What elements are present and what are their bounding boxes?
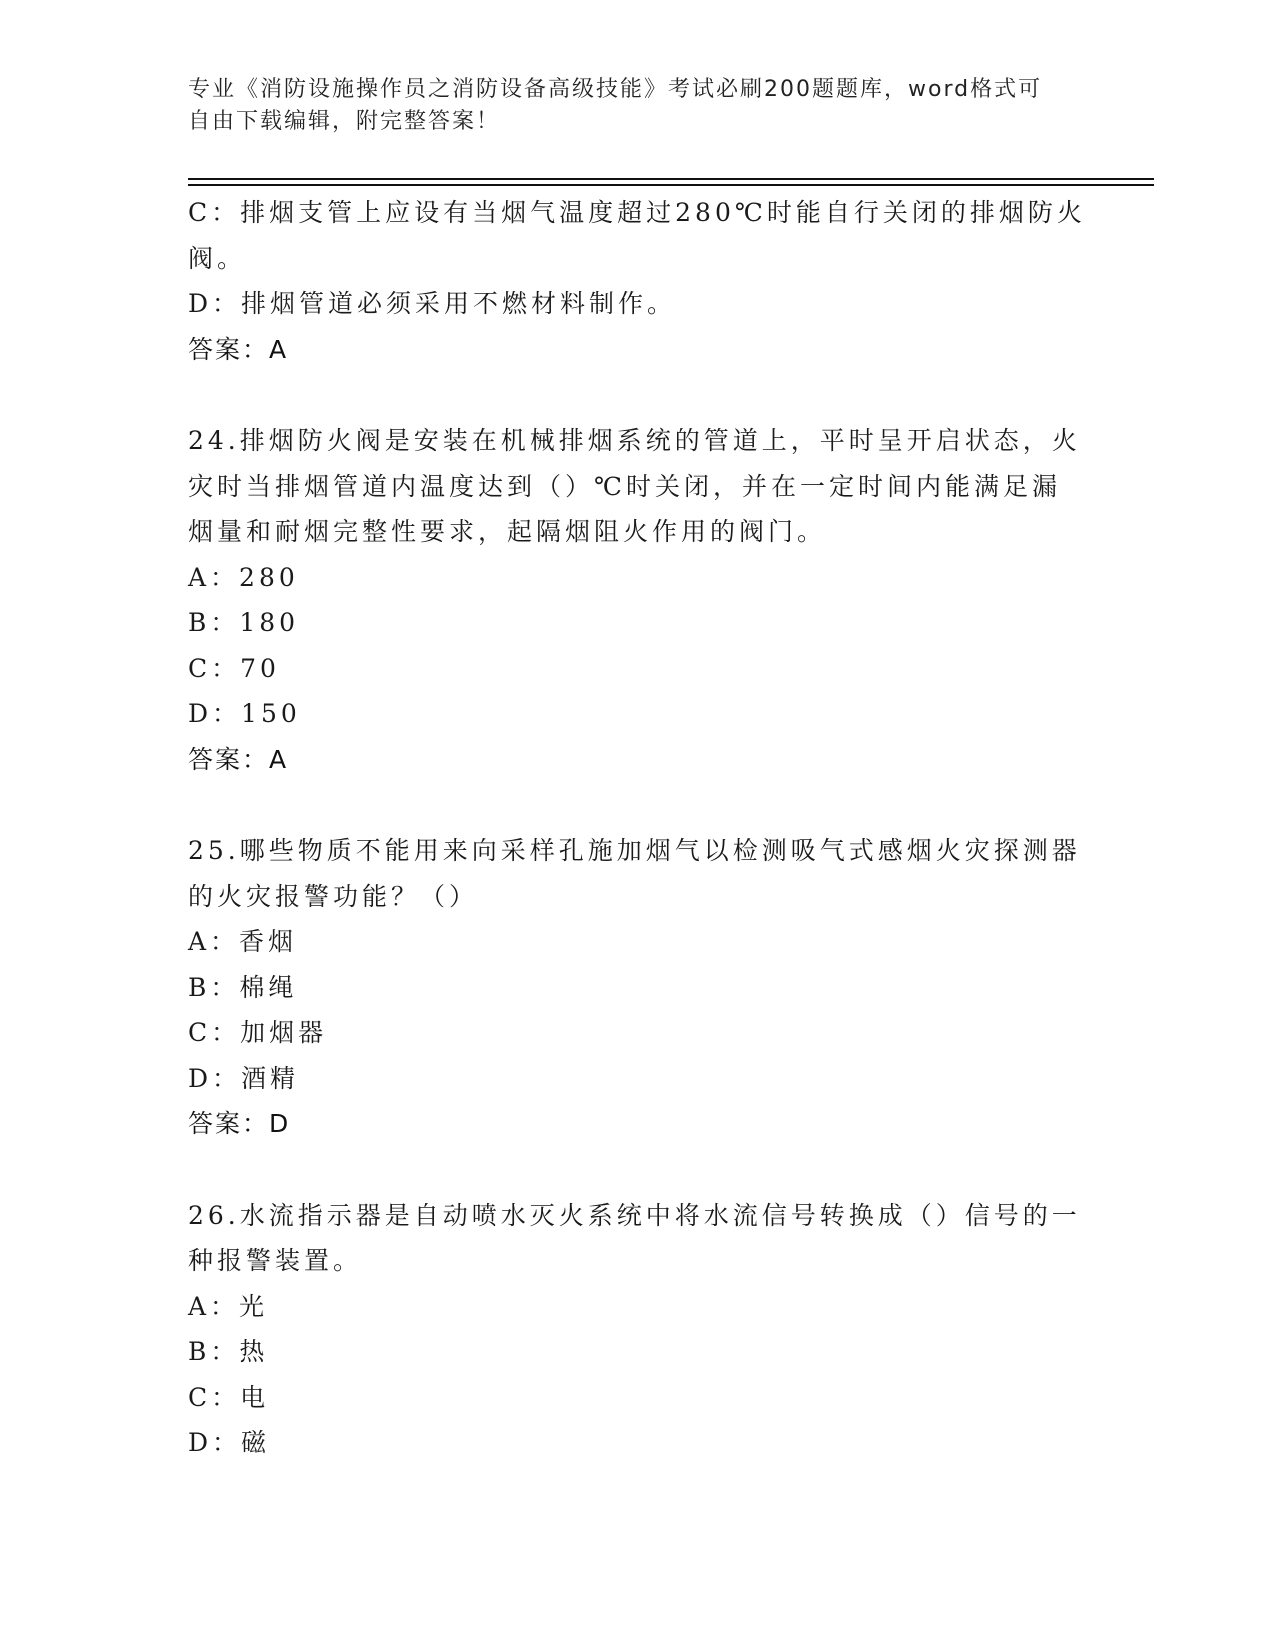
option-a: A：光	[188, 1291, 269, 1321]
option-c: C：70	[188, 653, 280, 683]
question-stem-line-1: 24.排烟防火阀是安装在机械排烟系统的管道上，平时呈开启状态，火	[188, 426, 1081, 455]
option-c: C：电	[188, 1382, 270, 1412]
answer: 答案：A	[188, 334, 289, 364]
answer: 答案：D	[188, 1109, 291, 1138]
question-stem-line-2: 种报警装置。	[188, 1246, 363, 1275]
spacer	[188, 1147, 1078, 1193]
question-stem-line-2: 的火灾报警功能？（）	[188, 881, 479, 911]
option-a: A：香烟	[188, 927, 298, 956]
option-c-line-2: 阀。	[188, 243, 247, 273]
question-26	[188, 1193, 1081, 1466]
option-b: B：热	[188, 1337, 269, 1366]
option-c-line-1: C：排烟支管上应设有当烟气温度超过280℃时能自行关闭的排烟防火	[188, 198, 1086, 227]
spacer	[188, 372, 1078, 418]
option-a: A：280	[188, 562, 299, 592]
option-d: D：酒精	[188, 1063, 300, 1093]
option-c: C：加烟器	[188, 1018, 328, 1047]
document-body	[188, 190, 1086, 1466]
question-stem-line-1: 25.哪些物质不能用来向采样孔施加烟气以检测吸气式感烟火灾探测器	[188, 836, 1081, 865]
question-24	[188, 418, 1081, 782]
option-d: D：磁	[188, 1428, 271, 1457]
question-stem-line-3: 烟量和耐烟完整性要求，起隔烟阻火作用的阀门。	[188, 517, 827, 546]
question-23-tail	[188, 190, 1086, 372]
answer: 答案：A	[188, 744, 289, 774]
option-d: D：排烟管道必须采用不燃材料制作。	[188, 289, 677, 318]
option-b: B：180	[188, 608, 300, 637]
header-line-1: 专业《消防设施操作员之消防设备高级技能》考试必刷200题题库，word格式可	[188, 77, 1043, 102]
question-25	[188, 828, 1081, 1147]
header-divider-top	[188, 178, 1154, 180]
question-stem-line-2: 灾时当排烟管道内温度达到（）℃时关闭，并在一定时间内能满足漏	[188, 471, 1061, 501]
question-stem-line-1: 26.水流指示器是自动喷水灭火系统中将水流信号转换成（）信号的一	[188, 1200, 1081, 1230]
header-line-2: 自由下载编辑，附完整答案！	[188, 109, 501, 134]
spacer	[188, 782, 1078, 828]
option-b: B：棉绳	[188, 972, 298, 1002]
document-header	[188, 74, 1068, 138]
header-divider-bottom	[188, 184, 1154, 186]
option-d: D：150	[188, 699, 301, 728]
